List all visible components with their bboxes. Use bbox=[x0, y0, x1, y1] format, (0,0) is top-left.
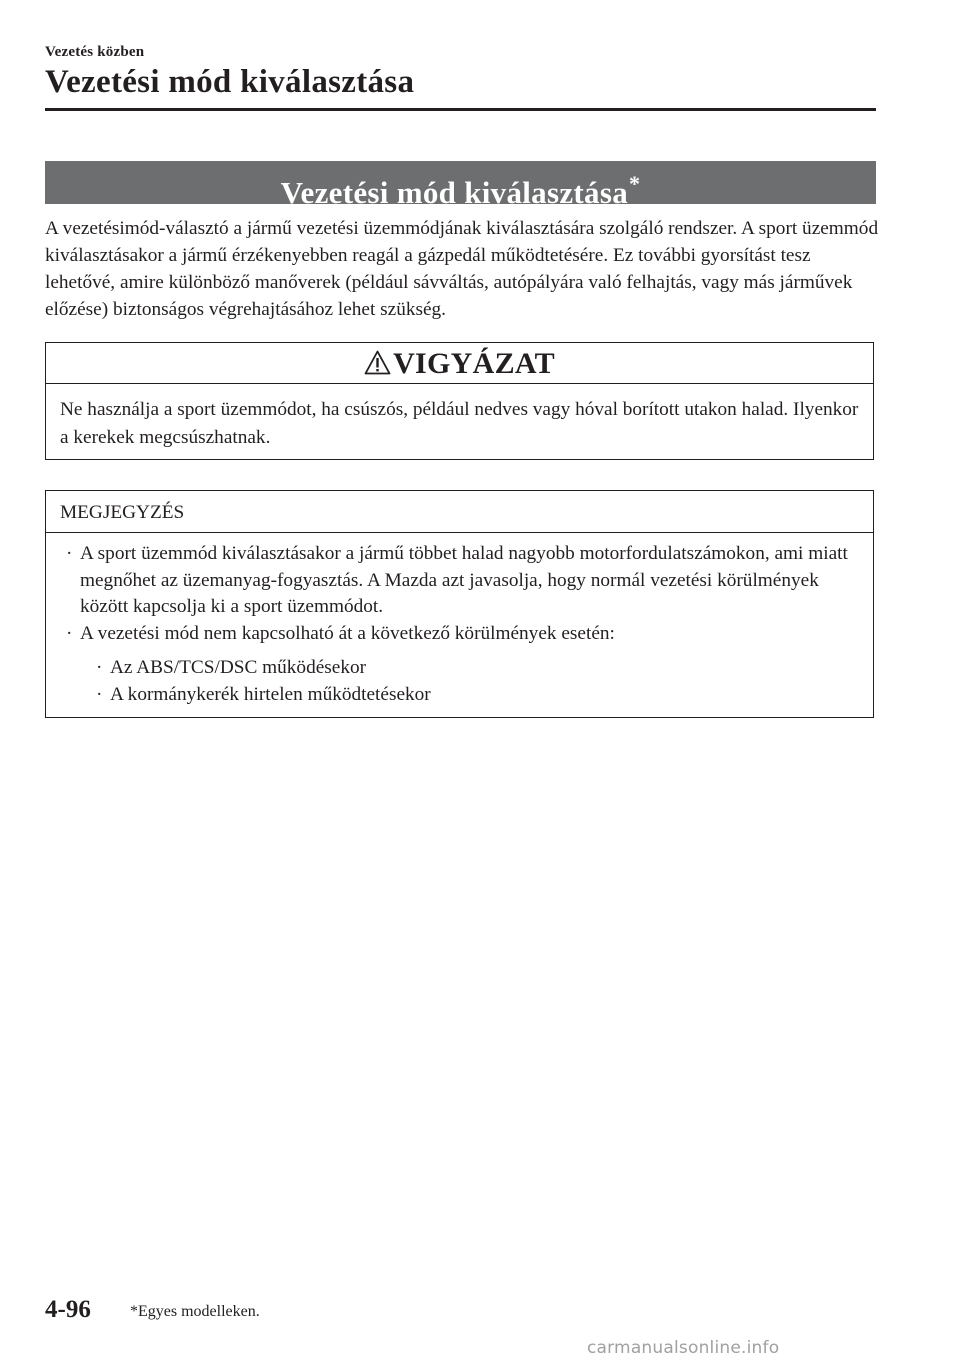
footnote: *Egyes modelleken. bbox=[130, 1303, 260, 1320]
warning-box bbox=[45, 342, 874, 460]
intro-paragraph: A vezetésimód-választó a jármű vezetési üzemmódjának kiválasztására szolgáló rendszer. A sport üzemmód kiválasztásakor a jármű érzékenyebben reagál a gázpedál működtetésére. Ez további gyorsítást tesz lehetővé, amire különböző manőverek (például sávváltás, autópályára való felhajtás, vagy más járművek előzése) biztonságos végrehajtásához lehet szükség. bbox=[45, 218, 879, 320]
note-sub-item bbox=[96, 655, 863, 682]
page-section-title: Vezetési mód kiválasztása bbox=[45, 64, 415, 100]
note-sub-list bbox=[80, 655, 863, 708]
note-sub-item-text: A kormánykerék hirtelen működtetésekor bbox=[110, 683, 431, 705]
warning-title: VIGYÁZAT bbox=[393, 347, 555, 380]
bullet-glyph: · bbox=[66, 622, 73, 644]
note-sub-item-text: Az ABS/TCS/DSC működésekor bbox=[110, 657, 367, 678]
bullet-glyph: · bbox=[96, 657, 103, 678]
topic-title: Vezetési mód kiválasztása bbox=[280, 175, 628, 210]
bullet-glyph: · bbox=[66, 543, 73, 564]
optional-equipment-mark: * bbox=[629, 171, 641, 196]
page-number: 4-96 bbox=[45, 1296, 91, 1323]
section-kicker: Vezetés közben bbox=[45, 44, 145, 60]
note-list bbox=[46, 533, 873, 708]
bullet-glyph: · bbox=[96, 683, 103, 705]
warning-header bbox=[46, 343, 873, 384]
note-sub-item bbox=[96, 682, 863, 709]
header-rule bbox=[45, 108, 876, 111]
topic-title-band bbox=[45, 161, 876, 210]
warning-triangle-icon bbox=[364, 350, 391, 375]
note-item-text: A sport üzemmód kiválasztásakor a jármű többet halad nagyobb motorfordulatszámokon, ami miatt megnőhet az üzemanyag-fogyasztás. A Mazda azt javasolja, hogy normál vezetési körülmények között kapcsolja ki a sport üzemmódot. bbox=[80, 543, 848, 617]
note-header: MEGJEGYZÉS bbox=[46, 491, 873, 533]
warning-text: Ne használja a sport üzemmódot, ha csúszós, például nedves vagy hóval borított utakon halad. Ilyenkor a kerekek megcsúszhatnak. bbox=[60, 399, 859, 448]
note-item bbox=[66, 541, 863, 621]
note-item bbox=[66, 621, 863, 709]
watermark: carmanualsonline.info bbox=[587, 1338, 780, 1358]
note-item-text: A vezetési mód nem kapcsolható át a következő körülmények esetén: bbox=[80, 622, 615, 644]
note-box bbox=[45, 490, 874, 718]
